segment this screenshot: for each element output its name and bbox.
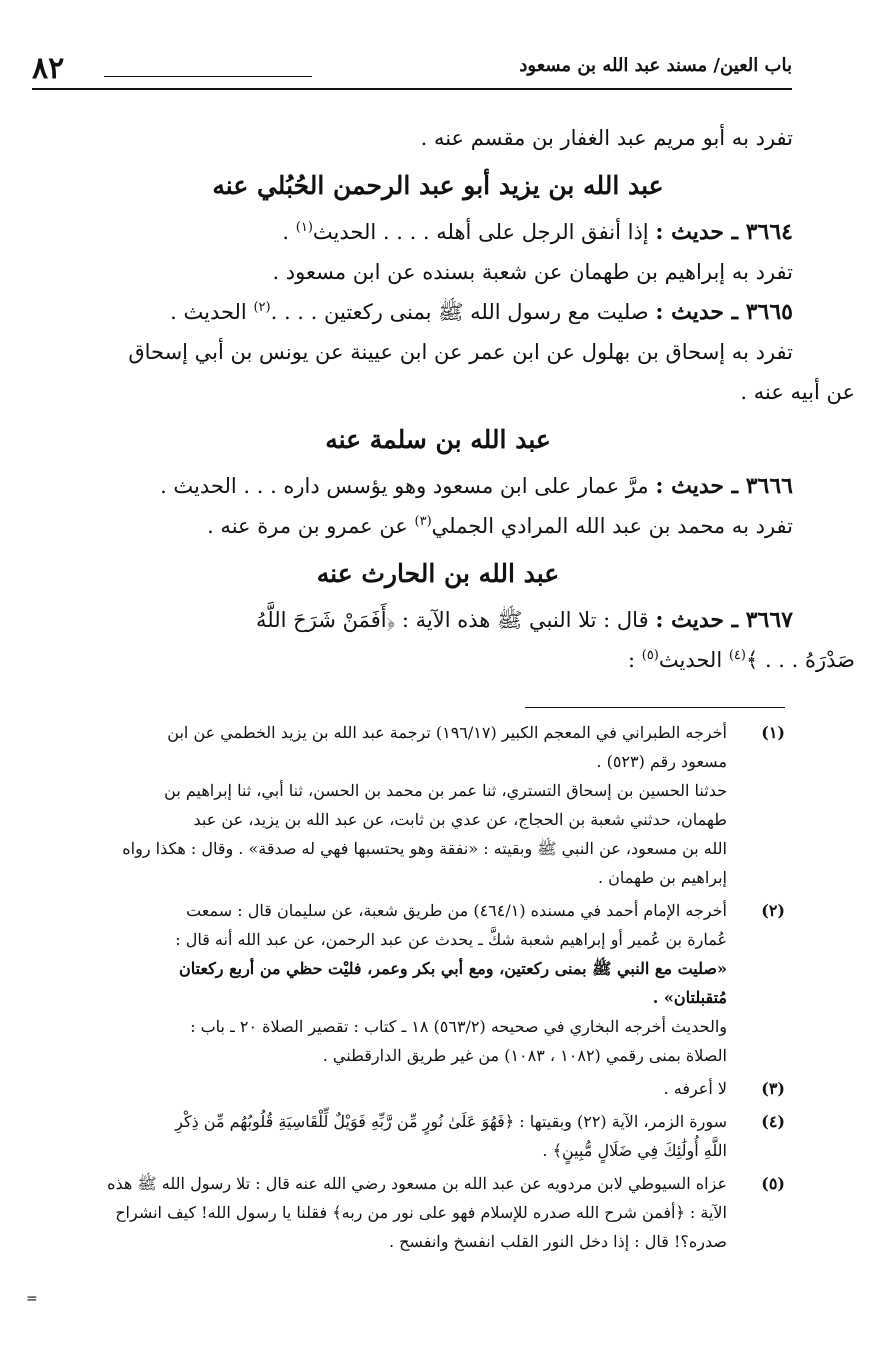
hadith-number: ٣٦٦٦ ـ حديث : — [655, 473, 793, 499]
hadith-number: ٣٦٦٥ ـ حديث : — [655, 299, 793, 325]
header-rule — [32, 88, 792, 90]
hadith-3666 — [83, 466, 793, 506]
page-number: ٨٢ — [32, 51, 65, 86]
footnote-line: مُتقبلتان» . — [652, 988, 727, 1007]
hadith-text: صليت مع رسول الله ﷺ بمنى ركعتين . . . . — [270, 300, 649, 324]
footnote-ref: (١) — [295, 220, 313, 235]
running-title: باب العين/ مسند عبد الله بن مسعود — [519, 55, 792, 76]
hadith-label: الحديث — [658, 648, 729, 672]
running-header — [32, 46, 792, 92]
footnote-1 — [87, 718, 785, 892]
footnote-line: حدثنا الحسين بن إسحاق التستري، ثنا عمر بن محمد بن الحسن، ثنا أبي، ثنا إبراهيم بن — [164, 781, 727, 800]
footnote-mark: (٣) — [761, 1079, 785, 1098]
footnote-line: عزاه السيوطي لابن مردويه عن عبد الله بن مسعود رضي الله عنه قال : تلا رسول الله ﷺ هذه — [107, 1174, 727, 1193]
intro-line: تفرد به أبو مريم عبد الغفار بن مقسم عنه . — [420, 126, 793, 150]
footnote-line: «صليت مع النبي ﷺ بمنى ركعتين، ومع أبي بكر وعمر، فليْت حظي من أربع ركعتان — [179, 959, 727, 978]
footnote-line: طهمان، حدثني شعبة بن الحجاج، عن عدي بن ثابت، عن عبد الله بن يزيد، عن عبد — [193, 810, 727, 829]
footnote-line: والحديث أخرجه البخاري في صحيحه (٥٦٣/٢) ١٨ ـ كتاب : تقصير الصلاة ٢٠ ـ باب : — [190, 1017, 727, 1036]
section-heading-harith: عبد الله بن الحارث عنه — [316, 559, 560, 588]
footnote-2 — [87, 896, 785, 1070]
footnote-3 — [87, 1074, 785, 1103]
hadith-3667 — [83, 600, 793, 640]
footnote-line: لا أعرفه . — [663, 1079, 727, 1098]
hadith-end: : — [627, 648, 642, 672]
footnote-line: عُمارة بن عُمير أو إبراهيم شعبة شكَّ ـ يحدث عن عبد الرحمن، عن عبد الله أنه قال : — [175, 930, 727, 949]
hadith-end: . — [282, 220, 296, 244]
footnote-mark: (٤) — [761, 1112, 785, 1131]
footnote-line: الآية : ﴿أفمن شرح الله صدره للإسلام فهو على نور من ربه﴾ فقلنا يا رسول الله! كيف انشراح — [115, 1203, 727, 1222]
footnote-separator — [525, 707, 785, 708]
hadith-text: قال : تلا النبي ﷺ هذه الآية : ﴿أَفَمَنْ شَرَحَ اللَّهُ — [256, 608, 649, 632]
section-heading-hubuli: عبد الله بن يزيد أبو عبد الرحمن الحُبُلي عنه — [212, 171, 664, 200]
hadith-3664 — [83, 212, 793, 252]
tafarrud-end: عن عمرو بن مرة عنه . — [207, 514, 415, 538]
footnote-4 — [87, 1107, 785, 1165]
footnote-ref: (٥) — [641, 648, 659, 663]
hadith-text: إذا أنفق الرجل على أهله . . . . الحديث — [312, 220, 649, 244]
main-text — [83, 118, 855, 680]
footnote-mark: (١) — [761, 723, 785, 742]
tafarrud-3666 — [83, 506, 793, 546]
tafarrud-3664: تفرد به إبراهيم بن طهمان عن شعبة بسنده عن ابن مسعود . — [272, 260, 793, 284]
hadith-text: مرَّ عمار على ابن مسعود وهو يؤسس داره . . . الحديث . — [160, 474, 649, 498]
tafarrud-text: تفرد به محمد بن عبد الله المرادي الجملي — [431, 514, 793, 538]
footnote-ref: (٣) — [414, 514, 432, 529]
footnote-line: الصلاة بمنى رقمي (١٠٨٢ ، ١٠٨٣) من غير طريق الدارقطني . — [322, 1046, 727, 1065]
footnote-mark: (٥) — [761, 1174, 785, 1193]
hadith-number: ٣٦٦٤ ـ حديث : — [655, 219, 793, 245]
tafarrud-3665-line2: عن أبيه عنه . — [740, 380, 855, 404]
footnote-line: أخرجه الإمام أحمد في مسنده (٤٦٤/١) من طريق شعبة، عن سليمان قال : سمعت — [186, 901, 727, 920]
footnote-line: اللَّهِ أُولَٰئِكَ فِي ضَلَالٍ مُّبِينٍ﴾ . — [542, 1141, 727, 1160]
hadith-3667-line2 — [83, 640, 855, 680]
hadith-number: ٣٦٦٧ ـ حديث : — [655, 607, 793, 633]
footnote-line: مسعود رقم (٥٢٣) . — [596, 752, 727, 771]
footnote-line: إبراهيم بن طهمان . — [597, 868, 727, 887]
footnote-5 — [87, 1169, 785, 1256]
verse-end: صَدْرَهُ . . . ﴾ — [745, 648, 855, 672]
footnote-ref: (٤) — [728, 648, 746, 663]
hadith-end: الحديث . — [170, 300, 254, 324]
footnote-line: سورة الزمر، الآية (٢٢) وبقيتها : ﴿فَهُوَ عَلَىٰ نُورٍ مِّن رَّبِّهِ فَوَيْلٌ لِّلْقَاسِيَةِ قُلُوبُهُم مِّن ذِكْرِ — [175, 1112, 727, 1131]
footnotes — [87, 718, 785, 1260]
continuation-mark: = — [26, 1291, 38, 1307]
footnote-ref: (٢) — [253, 300, 271, 315]
section-heading-salama: عبد الله بن سلمة عنه — [325, 425, 551, 454]
tafarrud-3665-line1: تفرد به إسحاق بن بهلول عن ابن عمر عن ابن عيينة عن يونس بن أبي إسحاق — [128, 340, 793, 364]
footnote-line: صدره؟! قال : إذا دخل النور القلب انفسخ وانفسح . — [388, 1232, 727, 1251]
header-divider — [104, 76, 312, 77]
footnote-line: الله بن مسعود، عن النبي ﷺ وبقيته : «نفقة وهو يحتسبها فهي له صدقة» . وقال : هكذا رواه — [122, 839, 727, 858]
hadith-3665 — [83, 292, 793, 332]
footnote-line: أخرجه الطبراني في المعجم الكبير (١٩٦/١٧) ترجمة عبد الله بن يزيد الخطمي عن ابن — [167, 723, 727, 742]
footnote-mark: (٢) — [761, 901, 785, 920]
